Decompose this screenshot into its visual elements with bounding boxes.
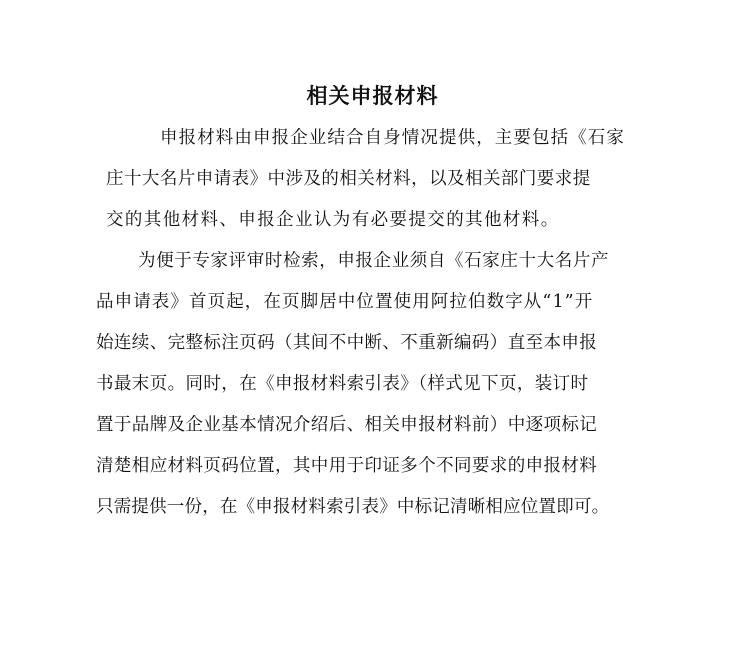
paragraph-2-line-1: 为便于专家评审时检索，申报企业须自《石家庄十大名片产	[138, 251, 610, 271]
paragraph-2-line-6: 清楚相应材料页码位置，其中用于印证多个不同要求的申报材料	[96, 456, 598, 476]
document-title: 相关申报材料	[306, 84, 439, 108]
paragraph-2-line-5: 置于品牌及企业基本情况介绍后、相关申报材料前）中逐项标记	[96, 415, 598, 435]
paragraph-2-line-3: 始连续、完整标注页码（其间不中断、不重新编码）直至本申报	[96, 333, 598, 353]
paragraph-2-line-7: 只需提供一份，在《申报材料索引表》中标记清晰相应位置即可。	[96, 497, 610, 517]
paragraph-2-line-2: 品申请表》首页起，在页脚居中位置使用阿拉伯数字从“1”开	[96, 292, 594, 312]
paragraph-1-line-2: 庄十大名片申请表》中涉及的相关材料，以及相关部门要求提	[106, 169, 591, 189]
paragraph-1-line-1: 申报材料由申报企业结合自身情况提供，主要包括《石家	[160, 128, 625, 148]
paragraph-1-line-3: 交的其他材料、申报企业认为有必要提交的其他材料。	[106, 210, 560, 230]
paragraph-2-line-4: 书最末页。同时，在《申报材料索引表》（样式见下页，装订时	[96, 374, 589, 394]
